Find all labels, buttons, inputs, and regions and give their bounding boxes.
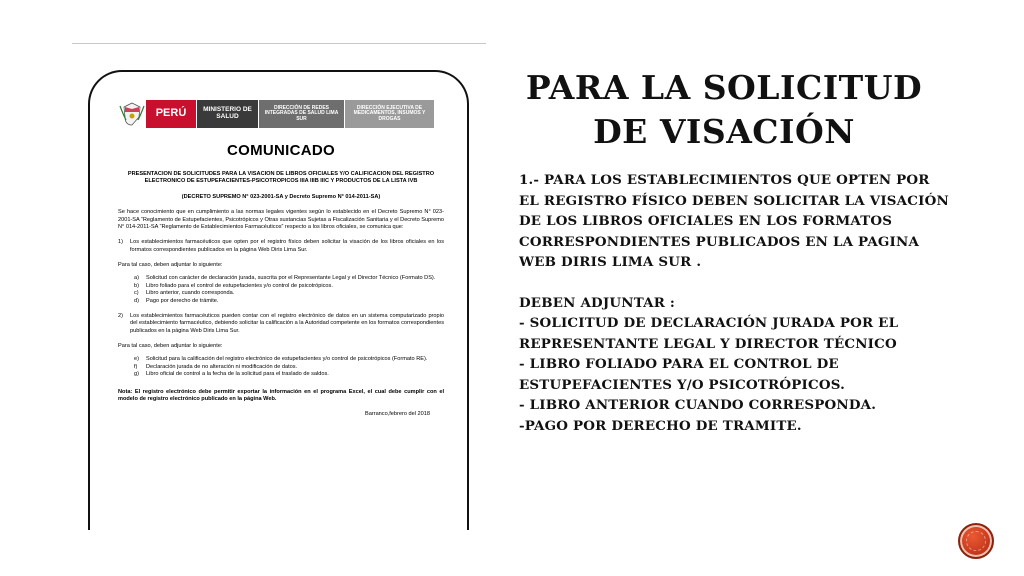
list-text: Declaración jurada de no alteración ni modificación de datos. <box>146 363 298 370</box>
document-intro: Se hace conocimiento que en cumplimiento a las normas legales vigentes según lo establecido en el Decreto Supremo N° 023-2001-SA “Reglamento de Estupefacientes, Psicotrópicos y Otras sustancias Sujetas a Fiscalización Sanitaria y el Decreto Supremo N° 014-2011-SA “Reglamento de Establecimientos Farmacéuticos” respecto a los libros oficiales, se comunica que: <box>118 209 444 230</box>
list-item <box>134 283 444 290</box>
direccion-ejecutiva-label: DIRECCIÓN EJECUTIVA DE MEDICAMENTOS, INSUMOS Y DROGAS <box>344 100 434 128</box>
document-list-2 <box>118 356 444 378</box>
document-signature-date: Barranco,febrero del 2018 <box>365 411 430 418</box>
slide-paragraph-1: 1.- PARA LOS ESTABLECIMIENTOS QUE OPTEN POR EL REGISTRO FÍSICO DEBEN SOLICITAR LA VISACIÓN DE LOS LIBROS OFICIALES EN LOS FORMATOS CORRESPONDIENTES PUBLICADOS EN LA PAGINA WEB DIRIS LIMA SUR . <box>519 172 949 270</box>
slide-item: -PAGO POR DERECHO DE TRAMITE. <box>519 417 802 434</box>
slide-title <box>500 66 948 154</box>
list-item <box>134 356 444 363</box>
slide-item: - LIBRO FOLIADO PARA EL CONTROL DE ESTUPEFACIENTES Y/O PSICOTRÓPICOS. <box>519 356 845 393</box>
list-key: g) <box>134 371 139 378</box>
slide-adjuntar-heading: DEBEN ADJUNTAR : <box>519 294 676 311</box>
slide-item: - LIBRO ANTERIOR CUANDO CORRESPONDA. <box>519 397 877 413</box>
slide-title-line-2: DE VISACIÓN <box>593 112 855 151</box>
list-text: Libro oficial de control a la fecha de la solicitud para el traslado de saldos. <box>146 371 329 378</box>
list-key: b) <box>134 282 139 289</box>
document-subheading-1: Para tal caso, deben adjuntar lo siguiente: <box>118 262 223 268</box>
document-item-1 <box>118 239 444 254</box>
list-item <box>134 290 444 297</box>
comunicado-document-image <box>88 70 469 530</box>
direccion-redes-label: DIRECCIÓN DE REDES INTEGRADAS DE SALUD LIMA SUR <box>258 100 344 128</box>
list-text: Solicitud para la calificación del registro electrónico de estupefacientes y/o control de psicotrópicos (Formato RE). <box>146 356 428 363</box>
slide-body <box>519 170 949 436</box>
slide-title-line-1: PARA LA SOLICITUD <box>525 68 923 107</box>
document-note: Nota: El registro electrónico debe permitir exportar la información en el programa Excel, el cual debe cumplir con el modelo de registro electrónico publicado en la página Web. <box>118 388 444 402</box>
slide-nav-button[interactable] <box>958 523 994 559</box>
list-key: c) <box>134 290 139 297</box>
list-key: f) <box>134 363 138 370</box>
slide-item: - SOLICITUD DE DECLARACIÓN JURADA POR EL REPRESENTANTE LEGAL Y DIRECTOR TÉCNICO <box>519 315 899 352</box>
swirl-ornament-icon <box>966 531 986 551</box>
document-title: PRESENTACION DE SOLICITUDES PARA LA VISACION DE LIBROS OFICIALES Y/O CALIFICACION DEL REGISTRO ELECTRONICO DE ESTUPEFACIENTES-PSICOTROPICOS IIIA IIIB IIIC Y PRODUCTOS DE LA LISTA IVB <box>127 171 435 185</box>
peru-coat-of-arms-icon <box>118 100 146 128</box>
ministerio-label: MINISTERIO DE SALUD <box>196 100 258 128</box>
list-key: e) <box>134 356 139 363</box>
item-text: Los establecimientos farmacéuticos que opten por el registro físico deben solicitar la visación de los libros oficiales en los formatos correspondientes publicados en la página Web Diris Lima Sur. <box>130 239 444 253</box>
list-key: d) <box>134 297 139 304</box>
document-item-2 <box>118 313 444 335</box>
list-item <box>134 298 444 305</box>
comunicado-heading: COMUNICADO <box>227 142 335 159</box>
list-key: a) <box>134 275 139 282</box>
item-text: Los establecimientos farmacéuticos pueden contar con el registro electrónico de datos en un sistema computarizado propio del establecimiento farmacéutico, debiendo solicitar la calificación a la Autoridad competente en los formatos correspondientes publicados en la página Web Diris Lima Sur. <box>130 312 444 334</box>
list-item <box>134 364 444 371</box>
list-text: Pago por derecho de trámite. <box>146 297 219 304</box>
item-number: 2) <box>118 312 123 319</box>
list-text: Solicitud con carácter de declaración jurada, suscrita por el Representante Legal y el Director Técnico (Formato DS). <box>146 275 436 282</box>
list-text: Libro anterior, cuando corresponda. <box>146 290 235 297</box>
document-subheading-2: Para tal caso, deben adjuntar lo siguiente: <box>118 343 223 349</box>
item-number: 1) <box>118 239 123 246</box>
top-divider <box>72 43 486 44</box>
ministry-header <box>118 100 444 128</box>
document-list-1 <box>118 275 444 305</box>
document-decree: (DECRETO SUPREMO N° 023-2001-SA y Decreto Supremo N° 014-2011-SA) <box>181 193 381 200</box>
list-item <box>134 275 444 282</box>
peru-label: PERÚ <box>146 100 196 128</box>
list-text: Libro foliado para el control de estupefacientes y/o control de psicotrópicos. <box>146 282 333 289</box>
list-item <box>134 371 444 378</box>
